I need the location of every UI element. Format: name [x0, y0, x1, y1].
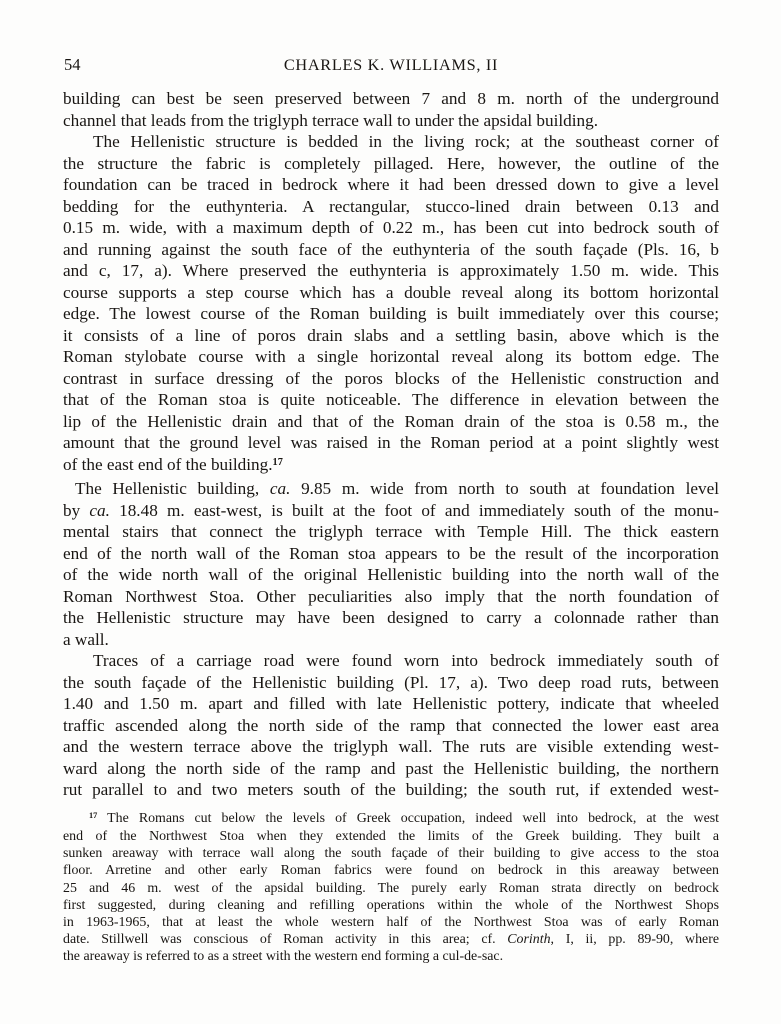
paragraph	[63, 810, 719, 965]
text-line: foundation can be traced in bedrock where it had been dressed down to give a level	[63, 175, 719, 194]
text-line: of the wide north wall of the original Hellenistic building into the north wall of the	[63, 565, 719, 584]
paragraph	[63, 478, 719, 650]
text-line: edge. The lowest course of the Roman building is built immediately over this course;	[63, 304, 719, 323]
text-line: ward along the north side of the ramp and past the Hellenistic building, the northern	[63, 758, 719, 778]
text-line: sunken areaway with terrace wall along the south façade of their building to give access to the stoa	[63, 846, 719, 862]
text-line: The Hellenistic structure is bedded in the living rock; at the southeast corner of	[93, 132, 719, 151]
text-line: bedding for the euthynteria. A rectangular, stucco-lined drain between 0.13 and	[63, 196, 719, 216]
text-line: $^{17}$ The Romans cut below the levels of Greek occupation, indeed well into bedrock, at the west	[89, 811, 719, 826]
text-line: contrast in surface dressing of the poros blocks of the Hellenistic construction and	[63, 368, 719, 388]
text-line: in 1963-1965, that at least the whole western half of the Northwest Stoa was of early Roman	[63, 914, 719, 930]
text-line: a wall.	[63, 629, 109, 649]
text-line: end of the Northwest Stoa when they extended the limits of the Greek building. They built a	[63, 829, 719, 845]
paragraph	[63, 88, 719, 131]
text-line: the Hellenistic structure may have been designed to carry a colonnade rather than	[63, 608, 719, 627]
page-header	[63, 55, 719, 77]
text-line: Traces of a carriage road were found worn into bedrock immediately south of	[93, 651, 719, 670]
text-line: 1.40 and 1.50 m. apart and filled with late Hellenistic pottery, indicate that wheeled	[63, 694, 719, 713]
text-line: channel that leads from the triglyph terrace wall to under the apsidal building.	[63, 110, 599, 130]
text-line: amount that the ground level was raised in the Roman period at a point slightly west	[63, 433, 719, 452]
text-line: floor. Arretine and other early Roman fabrics were found on bedrock in this areaway between	[63, 863, 719, 879]
text-line: the structure the fabric is completely pillaged. Here, however, the outline of the	[63, 153, 719, 173]
text-line: traffic ascended along the north side of the ramp that connected the lower east area	[63, 715, 719, 735]
text-line: course supports a step course which has a double reveal along its bottom horizontal	[63, 282, 719, 302]
text-line: rut parallel to and two meters south of the building; the south rut, if extended west-	[63, 780, 719, 799]
text-line: end of the north wall of the Roman stoa appears to be the result of the incorporation	[63, 543, 719, 563]
paragraph	[63, 650, 719, 801]
text-line: 0.15 m. wide, with a maximum depth of 0.22 m., has been cut into bedrock south of	[63, 218, 719, 237]
body-text	[63, 88, 719, 801]
text-line: lip of the Hellenistic drain and that of the Roman drain of the stoa is 0.58 m., the	[63, 411, 719, 431]
text-line: by ca. 18.48 m. east-west, is built at the foot of and immediately south of the monu-	[63, 500, 719, 520]
text-line: it consists of a line of poros drain slabs and a settling basin, above which is the	[63, 325, 719, 345]
text-line: and the western terrace above the triglyph wall. The ruts are visible extending west-	[63, 737, 719, 756]
text-line: that of the Roman stoa is quite noticeable. The difference in elevation between the	[63, 390, 719, 409]
text-line: date. Stillwell was conscious of Roman activity in this area; cf. Corinth, I, ii, pp. 89-90, where	[63, 932, 719, 948]
footnote	[63, 810, 719, 965]
text-line: 25 and 46 m. west of the apsidal building. The purely early Roman strata directly on bedrock	[63, 880, 719, 896]
page-number: 54	[64, 55, 81, 74]
paragraph	[63, 131, 719, 478]
text-line: Roman Northwest Stoa. Other peculiarities also imply that the north foundation of	[63, 586, 719, 606]
text-line: the south façade of the Hellenistic building (Pl. 17, a). Two deep road ruts, between	[63, 672, 719, 692]
running-head: CHARLES K. WILLIAMS, II	[283, 55, 499, 74]
text-line: the areaway is referred to as a street with the western end forming a cul-de-sac.	[63, 949, 504, 965]
text-line: and c, 17, a). Where preserved the euthynteria is approximately 1.50 m. wide. This	[63, 261, 719, 280]
text-line: and running against the south face of the euthynteria of the south façade (Pls. 16, b	[63, 239, 719, 259]
text-line: Roman stylobate course with a single horizontal reveal along its bottom edge. The	[63, 347, 719, 366]
text-line: first suggested, during cleaning and refilling operations within the whole of the Northwest Shops	[63, 897, 719, 913]
text-line: building can best be seen preserved between 7 and 8 m. north of the underground	[63, 89, 719, 108]
text-line: mental stairs that connect the triglyph terrace with Temple Hill. The thick eastern	[63, 522, 719, 541]
text-line: The Hellenistic building, ca. 9.85 m. wide from north to south at foundation level	[75, 479, 719, 498]
text-line: of the east end of the building.$^{17}$	[63, 454, 283, 474]
